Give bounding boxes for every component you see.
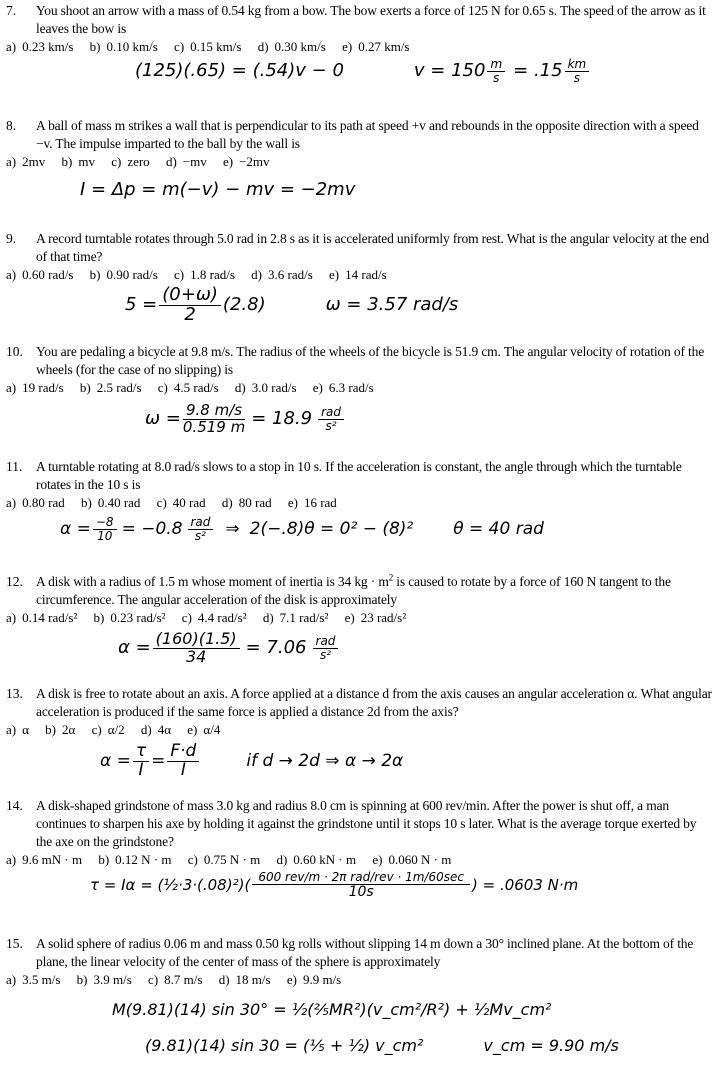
- question-number: 14.: [6, 798, 23, 813]
- choice-c: c) 4.5 rad/s: [157, 380, 219, 395]
- choice-a: a) 19 rad/s: [6, 380, 64, 395]
- answer-choices: [6, 266, 717, 284]
- question-number: 13.: [6, 686, 23, 701]
- question-stem: A ball of mass m strikes a wall that is perpendicular to its path at speed +v and rebounds in the opposite direction with a speed −v. The impulse imparted to the ball by the wall is: [36, 118, 699, 151]
- choice-b: b) 0.12 N · m: [98, 852, 172, 867]
- choice-e: e) 23 rad/s²: [344, 610, 407, 625]
- choice-e: e) 0.27 km/s: [342, 39, 410, 54]
- question-header: [0, 117, 717, 153]
- choice-b: b) 0.23 rad/s²: [93, 610, 166, 625]
- question-number: 10.: [6, 344, 23, 359]
- choice-d: d) 3.6 rad/s: [251, 267, 313, 282]
- handwritten-row: [0, 743, 717, 780]
- choice-a: a) α: [6, 722, 29, 737]
- question-stem: A record turntable rotates through 5.0 rad in 2.8 s as it is accelerated uniformly from rest. What is the angular velocity at the end of that time?: [36, 231, 709, 264]
- question-13: [0, 685, 717, 780]
- choice-a: a) 0.23 km/s: [6, 39, 74, 54]
- question-number: 12.: [6, 574, 23, 589]
- handwritten-work: α = $\frac{-8}{10}$ = −0.8 $\frac{\text{rad}}{\text{s²}}$ ⇒ 2(−.8)θ = 0² − (8)²: [60, 515, 414, 543]
- handwritten-result: v_cm = 9.90 m/s: [483, 1036, 619, 1055]
- answer-choices: [6, 494, 717, 512]
- question-number: 7.: [6, 3, 17, 18]
- choice-e: e) 0.060 N · m: [372, 852, 452, 867]
- choice-c: c) 0.15 km/s: [174, 39, 242, 54]
- question-10: [0, 343, 717, 436]
- question-header: [0, 797, 717, 851]
- handwritten-row: [0, 286, 717, 325]
- handwritten-work: α = $\frac{\tau}{I}$ = $\frac{F\cdot d}{I}$: [100, 743, 201, 780]
- question-stem: A solid sphere of radius 0.06 m and mass 0.50 kg rolls without slipping 14 m down a 30° inclined plane. At the bottom of the plane, the linear velocity of the center of mass of the sphere is approximately: [36, 936, 694, 969]
- choice-a: a) 2mv: [6, 154, 46, 169]
- question-header: [0, 343, 717, 379]
- choice-d: d) 3.0 rad/s: [234, 380, 297, 395]
- handwritten-work: ω = $\frac{9.8 m/s}{0.519 m}$ = 18.9 $\frac{\text{rad}}{\text{s²}}$: [145, 403, 346, 436]
- choice-a: a) 9.6 mN · m: [6, 852, 83, 867]
- choice-e: e) 14 rad/s: [329, 267, 387, 282]
- answer-choices: [6, 153, 717, 171]
- question-header: [0, 685, 717, 721]
- choice-b: b) mv: [61, 154, 95, 169]
- answer-choices: [6, 721, 717, 739]
- question-stem: A disk with a radius of 1.5 m whose moment of inertia is 34 kg · $m^2$ is caused to rotate by a force of 160 N tangent to the circumference. The angular acceleration of the disk is approximately: [36, 572, 671, 607]
- question-7: [0, 2, 717, 84]
- handwritten-row-1: [0, 999, 717, 1021]
- choice-d: d) 4α: [140, 722, 172, 737]
- choice-c: c) 0.75 N · m: [187, 852, 261, 867]
- choice-b: b) 3.9 m/s: [76, 972, 132, 987]
- question-number: 9.: [6, 231, 17, 246]
- choice-c: c) 40 rad: [156, 495, 206, 510]
- handwritten-result: v = 150 $\frac{m}{s}$ = .15 $\frac{km}{s}$: [414, 58, 591, 84]
- answer-choices: [6, 971, 717, 989]
- question-number: 15.: [6, 936, 23, 951]
- choice-a: a) 0.14 rad/s²: [6, 610, 78, 625]
- choice-d: d) 18 m/s: [218, 972, 271, 987]
- handwritten-work: 5 = $\frac{(0+\omega)}{2}$ (2.8): [125, 284, 266, 325]
- choice-b: b) 2.5 rad/s: [79, 380, 142, 395]
- handwritten-row: [0, 871, 717, 899]
- choice-d: d) 0.30 km/s: [257, 39, 326, 54]
- choice-c: c) 8.7 m/s: [148, 972, 203, 987]
- handwritten-row: [0, 516, 717, 542]
- question-stem: A turntable rotating at 8.0 rad/s slows to a stop in 10 s. If the acceleration is constant, the angle through which the turntable rotates in the 10 s is: [36, 459, 682, 492]
- handwritten-work: I = Δp = m(−v) − mv = −2mv: [80, 179, 356, 200]
- handwritten-work-line2: (9.81)(14) sin 30 = (⅕ + ½) v_cm²: [145, 1036, 424, 1055]
- choice-b: b) 0.10 km/s: [89, 39, 158, 54]
- handwritten-result: ω = 3.57 rad/s: [325, 294, 459, 316]
- choice-d: d) 80 rad: [221, 495, 272, 510]
- choice-d: d) −mv: [165, 154, 207, 169]
- question-header: [0, 230, 717, 266]
- question-header: [0, 573, 717, 609]
- handwritten-conclusion: if d → 2d ⇒ α → 2α: [246, 751, 404, 772]
- choice-c: c) 4.4 rad/s²: [181, 610, 247, 625]
- choice-b: b) 0.40 rad: [80, 495, 141, 510]
- question-header: [0, 458, 717, 494]
- question-stem: A disk is free to rotate about an axis. A force applied at a distance d from the axis causes an angular acceleration α. What angular acceleration is produced if the same force is applied a distance 2d from the axis?: [36, 686, 712, 719]
- question-header: [0, 935, 717, 971]
- choice-e: e) 9.9 m/s: [286, 972, 342, 987]
- question-11: [0, 458, 717, 542]
- question-15: [0, 935, 717, 1057]
- choice-c: c) 1.8 rad/s: [174, 267, 235, 282]
- handwritten-result: θ = 40 rad: [453, 519, 544, 540]
- question-12: [0, 573, 717, 666]
- choice-e: e) −2mv: [222, 154, 270, 169]
- question-stem: A disk-shaped grindstone of mass 3.0 kg and radius 8.0 cm is spinning at 600 rev/min. After the power is shut off, a man continues to sharpen his axe by holding it against the grindstone until it stops 10 s later. What is the average torque exerted by the axe on the grindstone?: [36, 798, 697, 849]
- choice-e: e) α/4: [187, 722, 221, 737]
- choice-a: a) 0.60 rad/s: [6, 267, 74, 282]
- choice-a: a) 0.80 rad: [6, 495, 65, 510]
- choice-e: e) 16 rad: [287, 495, 337, 510]
- handwritten-row: [0, 403, 717, 436]
- question-8: [0, 117, 717, 201]
- answer-choices: [6, 851, 717, 869]
- handwritten-row-2: [0, 1035, 717, 1057]
- choice-b: b) 0.90 rad/s: [89, 267, 158, 282]
- answer-choices: [6, 379, 717, 397]
- question-14: [0, 797, 717, 899]
- choice-c: c) zero: [111, 154, 150, 169]
- handwritten-work-line1: M(9.81)(14) sin 30° = ½(⅖MR²)(v_cm²/R²) + ½Mv_cm²: [112, 1000, 552, 1019]
- choice-c: c) α/2: [91, 722, 125, 737]
- question-stem: You are pedaling a bicycle at 9.8 m/s. The radius of the wheels of the bicycle is 51.9 cm. The angular velocity of rotation of the wheels (for the case of no slipping) is: [36, 344, 705, 377]
- question-number: 11.: [6, 459, 23, 474]
- handwritten-row: [0, 58, 717, 84]
- handwritten-row: [0, 179, 717, 201]
- choice-a: a) 3.5 m/s: [6, 972, 61, 987]
- question-stem: You shoot an arrow with a mass of 0.54 kg from a bow. The bow exerts a force of 125 N for 0.65 s. The speed of the arrow as it leaves the bow is: [36, 3, 706, 36]
- handwritten-work: (125)(.65) = (.54)v − 0: [135, 60, 344, 82]
- choice-d: d) 7.1 rad/s²: [262, 610, 329, 625]
- choice-e: e) 6.3 rad/s: [312, 380, 374, 395]
- handwritten-work: α = $\frac{(160)(1.5)}{34}$ = 7.06 $\frac{\text{rad}}{\text{s²}}$: [118, 631, 340, 666]
- answer-choices: [6, 38, 717, 56]
- question-9: [0, 230, 717, 325]
- choice-d: d) 0.60 kN · m: [276, 852, 357, 867]
- choice-b: b) 2α: [45, 722, 76, 737]
- handwritten-row: [0, 631, 717, 666]
- answer-choices: [6, 609, 717, 627]
- question-number: 8.: [6, 118, 17, 133]
- handwritten-work: τ = Iα = (½·3·(.08)²)( $\frac{\text{600 rev/m · 2π rad/rev · 1m/60sec}}{10s}$ ) = .0603 N·m: [90, 870, 579, 900]
- question-header: [0, 2, 717, 38]
